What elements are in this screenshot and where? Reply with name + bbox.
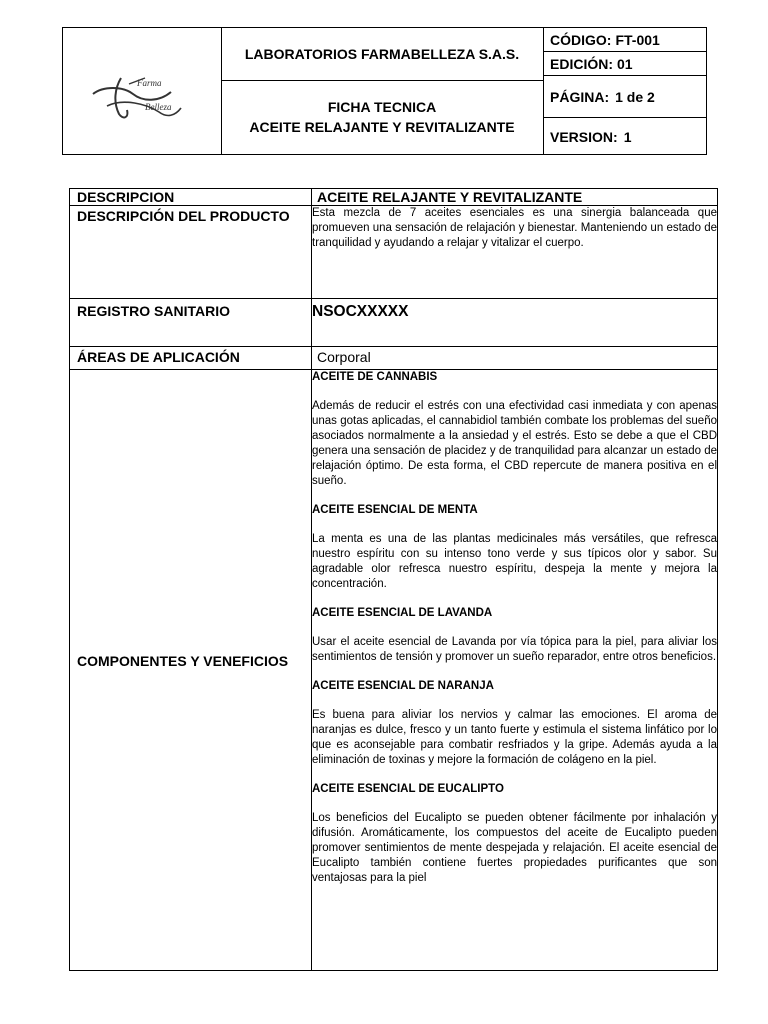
component-text: La menta es una de las plantas medicinales más versátiles, que refresca nuestro espíritu con su intenso tono verde y sus típicos olor y sabor. Su agradable olor refresca nuestro espíritu, despeja la mente y mejora la concentración. bbox=[312, 533, 717, 590]
component-text: Es buena para aliviar los nervios y calmar las emociones. El aroma de naranjas es dulce, fresco y un tanto fuerte y estimula el sistema linfático por lo que es aconsejable para combatir resfriados y la gripe. Además ayuda a la eliminación de toxinas y mejore la formación de colágeno en la piel. bbox=[312, 709, 717, 766]
page-value: 1 de 2 bbox=[615, 88, 655, 105]
product-spec-table bbox=[69, 188, 718, 971]
table-row bbox=[70, 206, 718, 299]
component-title: ACEITE ESENCIAL DE LAVANDA bbox=[312, 607, 493, 619]
edition-value: 01 bbox=[617, 55, 633, 72]
component-title: ACEITE DE CANNABIS bbox=[312, 371, 438, 383]
component-title: ACEITE ESENCIAL DE EUCALIPTO bbox=[312, 783, 504, 795]
component-title: ACEITE ESENCIAL DE NARANJA bbox=[312, 680, 494, 692]
row-value-descripcion-producto: Esta mezcla de 7 aceites esenciales es una sinergia balanceada que promueven una sensación de relajación y bienestar. Manteniendo un estado de tranquilidad y ayudando a relajar y vitalizar el cuerpo. bbox=[312, 206, 718, 299]
page-cell bbox=[544, 76, 706, 118]
version-cell bbox=[544, 119, 706, 154]
row-value-descripcion: ACEITE RELAJANTE Y REVITALIZANTE bbox=[312, 189, 718, 206]
farmabelleza-logo-icon bbox=[63, 28, 221, 154]
component-text: Usar el aceite esencial de Lavanda por vía tópica para la piel, para aliviar los sentimientos de tensión y promover un sueño reparador, entre otros beneficios. bbox=[312, 636, 717, 663]
code-cell bbox=[544, 28, 706, 52]
logo-text-2: Belleza bbox=[145, 102, 172, 112]
logo-text-1: Farma bbox=[137, 78, 162, 88]
table-row bbox=[70, 299, 718, 347]
row-value-areas-aplicacion: Corporal bbox=[312, 347, 718, 370]
component-text: Además de reducir el estrés con una efectividad casi inmediata y con apenas unas gotas aplicadas, el cannabidiol también combate los problemas del sueño asociados normalmente a la ansiedad y el estrés. Esto se debe a que el CBD genera una sensación de placidez y de tranquilidad para alcanzar un estado de relajación óptimo. De esta forma, el CBD repercute de manera positiva en el sueño. bbox=[312, 400, 717, 487]
table-row bbox=[70, 189, 718, 206]
table-row bbox=[70, 370, 718, 971]
row-label-componentes: COMPONENTES Y VENEFICIOS bbox=[70, 370, 312, 971]
code-value: FT-001 bbox=[615, 31, 660, 48]
edition-cell bbox=[544, 52, 706, 76]
component-text: Los beneficios del Eucalipto se pueden obtener fácilmente por inhalación y difusión. Aromáticamente, los compuestos del aceite de Eucalipto pueden promover sentimientos de mente despejada y relajación. El aceite esencial de Eucalipto también contiene fuertes propiedades purificantes que son ventajosas para la piel bbox=[312, 812, 717, 884]
row-label-registro-sanitario: REGISTRO SANITARIO bbox=[70, 299, 312, 347]
page-label: PÁGINA: bbox=[550, 88, 610, 105]
edition-label: EDICIÓN: bbox=[550, 55, 613, 72]
version-value: 1 bbox=[623, 128, 632, 145]
row-label-descripcion-producto: DESCRIPCIÓN DEL PRODUCTO bbox=[70, 206, 312, 299]
company-logo bbox=[63, 28, 222, 154]
row-value-registro-sanitario: NSOCXXXXX bbox=[312, 299, 718, 347]
document-title bbox=[221, 80, 544, 154]
row-label-areas-aplicacion: ÁREAS DE APLICACIÓN bbox=[70, 347, 312, 370]
table-row bbox=[70, 347, 718, 370]
version-label: VERSION: bbox=[550, 128, 618, 145]
product-title: ACEITE RELAJANTE Y REVITALIZANTE bbox=[249, 119, 515, 135]
component-title: ACEITE ESENCIAL DE MENTA bbox=[312, 504, 478, 516]
row-label-descripcion: DESCRIPCION bbox=[70, 189, 312, 206]
doc-type: FICHA TECNICA bbox=[327, 99, 437, 115]
code-label: CÓDIGO: bbox=[550, 31, 612, 48]
company-name: LABORATORIOS FARMABELLEZA S.A.S. bbox=[221, 28, 544, 81]
document-header bbox=[62, 27, 707, 155]
components-list bbox=[312, 370, 718, 971]
